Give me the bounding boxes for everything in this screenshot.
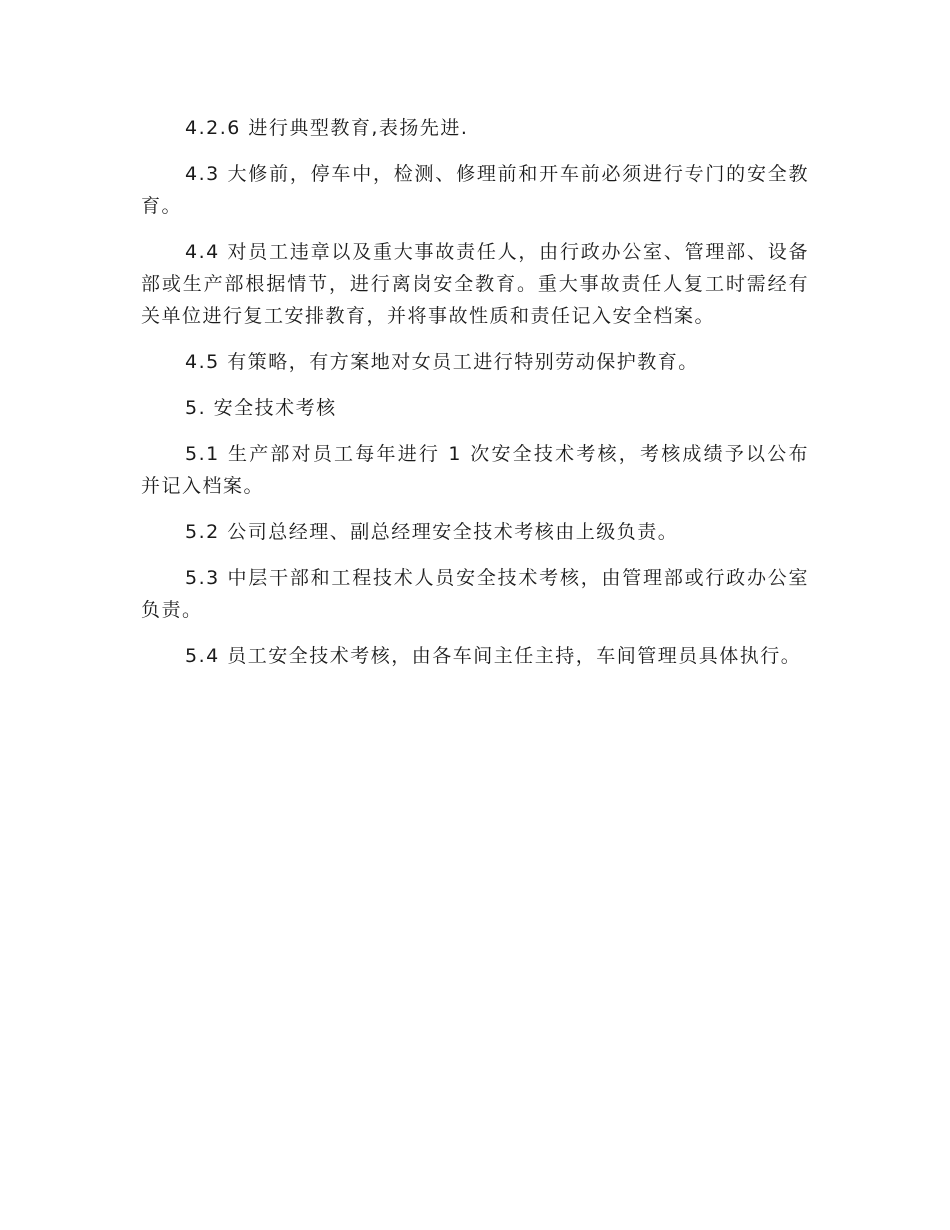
- paragraph-5-4: 5.4 员工安全技术考核，由各车间主任主持，车间管理员具体执行。: [185, 645, 802, 667]
- document-body: [141, 112, 809, 686]
- paragraph-4-5: 4.5 有策略，有方案地对女员工进行特别劳动保护教育。: [185, 351, 699, 373]
- paragraph-5-2: 5.2 公司总经理、副总经理安全技术考核由上级负责。: [185, 521, 679, 543]
- paragraph-5-1: 5.1 生产部对员工每年进行 1 次安全技术考核，考核成绩予以公布并记入档案。: [141, 443, 809, 497]
- paragraph-5-3: 5.3 中层干部和工程技术人员安全技术考核，由管理部或行政办公室负责。: [141, 567, 809, 621]
- paragraph-4-3: 4.3 大修前，停车中，检测、修理前和开车前必须进行专门的安全教育。: [141, 163, 809, 217]
- paragraph-4-4: 4.4 对员工违章以及重大事故责任人，由行政办公室、管理部、设备部或生产部根据情节，进行离岗安全教育。重大事故责任人复工时需经有关单位进行复工安排教育，并将事故性质和责任记入安全档案。: [141, 241, 809, 327]
- paragraph-4-2-6: 4.2.6 进行典型教育,表扬先进.: [185, 117, 469, 139]
- section-heading-5: 5. 安全技术考核: [185, 397, 337, 419]
